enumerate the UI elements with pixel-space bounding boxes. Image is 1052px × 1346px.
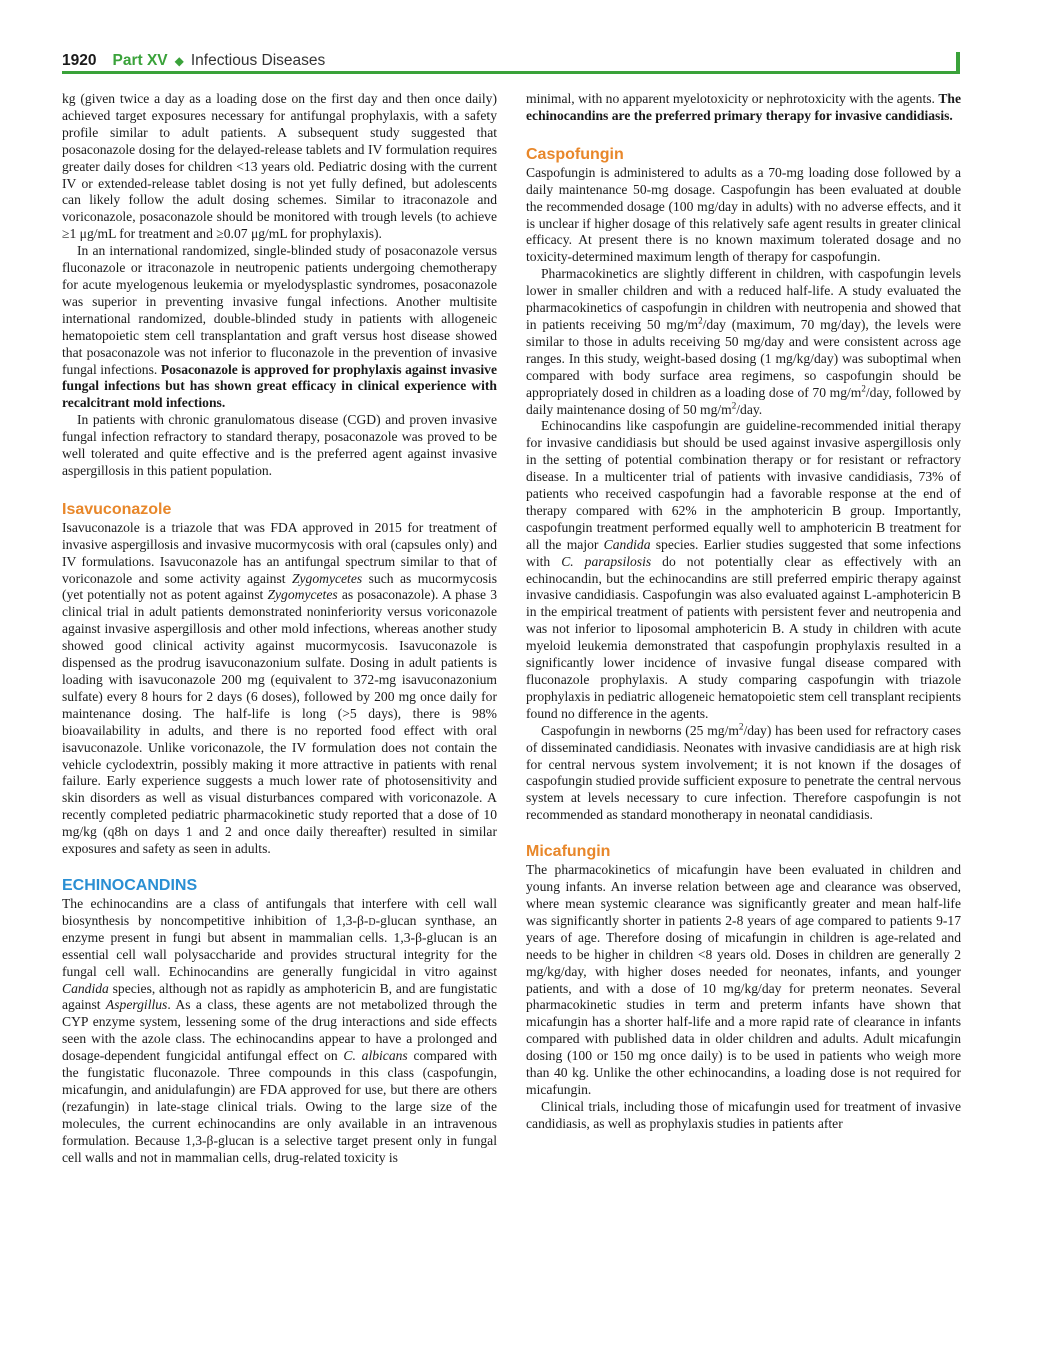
italic-text: C. albicans	[343, 1048, 408, 1064]
italic-text: Candida	[62, 980, 109, 996]
section-heading-echinocandins: ECHINOCANDINS	[62, 876, 198, 894]
paragraph	[526, 723, 961, 824]
text: Echinocandins like caspofungin are guideline-recommended initial therapy for invasive candidiasis but should be used against invasive aspergillosis only in the setting of potential combination therapy or for resistant or refractory disease. In a multicenter trial of patients with invasive candidiasis, 73% of patients who received caspofungin had a favorable response at the end of therapy compared with 62% in the amphotericin B group. Importantly, caspofungin treatment performed equally well to amphotericin B treatment for all the major	[526, 418, 961, 552]
paragraph	[62, 520, 497, 858]
paragraph: The pharmacokinetics of micafungin have been evaluated in children and young infants. An inverse relation between age and clearance was observed, where mean systemic clearance was significantly greater and mean half-life was significantly shorter in patients 2-8 years of age compared to patients 9-17 years of age. Therefore dosing of micafungin in children is age-related and needs to be higher in children <8 years old. Doses in children are generally 2 mg/kg/day, with higher doses needed for neonates, infants, and younger patients, and with a dose of 10 mg/kg/day for preterm neonates. Several pharmacokinetic studies in term and preterm infants have shown that micafungin has a shorter half-life and a more rapid rate of clearance in infants compared with published data in older children and adults. Adult micafungin dosing (100 or 150 mg once daily) is to be used in patients who weigh more than 40 kg. Unlike the other echinocandins, a loading dose is not required for micafungin.	[526, 862, 961, 1097]
paragraph: In patients with chronic granulomatous disease (CGD) and proven invasive fungal infection refractory to standard therapy, posaconazole was proved to be well tolerated and quite effective and is the preferred agent against invasive aspergillosis in this patient population.	[62, 412, 497, 478]
italic-text: C. parapsilosis	[561, 553, 652, 569]
paragraph: Clinical trials, including those of micafungin used for treatment of invasive candidiasis, as well as prophylaxis studies in patients after	[526, 1098, 961, 1131]
text: minimal, with no apparent myelotoxicity or nephrotoxicity with the agents.	[526, 91, 939, 106]
text: -glucan synthase, an enzyme present in fungi but absent in mammalian cells. 1,3-β-glucan is an essential cell wall polysaccharide and provides structural integrity for the fungal cell wall. Echinocandins are generally fungicidal in vitro against	[62, 912, 497, 979]
text: In an international randomized, single-blinded study of posaconazole versus fluconazole or itraconazole in neutropenic patients undergoing chemotherapy for acute myelogenous leukemia or myelodysplastic syndromes, posaconazole was superior in preventing invasive fungal infections. Another multisite international randomized, double-blinded study in patients with allogeneic hematopoietic stem cell transplantation and graft versus host disease showed that posaconazole was not inferior to fluconazole in the prevention of invasive fungal infections.	[62, 243, 497, 377]
small-caps-text: d	[368, 912, 376, 928]
text: /day) has been used for refractory cases of disseminated candidiasis. Neonates with invasive candidiasis are at high risk for central nervous system involvement; it is not known if the dosages of caspofungin studied provide sufficient exposure to penetrate the central nervous system at levels necessary to cure infection. Therefore caspofungin is not recommended as standard monotherapy in neonatal candidiasis.	[526, 722, 961, 823]
section-title: Infectious Diseases	[190, 52, 326, 69]
italic-text: Zygomycetes	[291, 570, 363, 586]
running-header	[62, 50, 960, 72]
text: Pharmacokinetics are slightly different in children, with caspofungin levels lower in smaller children and with a reduced half-life. A study evaluated the pharmacokinetics of caspofungin in children with neutropenia and showed that in patients receiving 50 mg/m	[526, 266, 961, 332]
text: /day.	[736, 401, 763, 417]
superscript: 2	[698, 315, 703, 326]
page-number: 1920	[62, 52, 97, 69]
superscript: 2	[738, 721, 744, 732]
text: Isavuconazole is a triazole that was FDA approved in 2015 for treatment of invasive aspergillosis and invasive mucormycosis with oral (capsules only) and IV formulations. Isavuconazole has an antifungal spectrum similar to that of voriconazole and some activity against	[62, 519, 497, 586]
paragraph	[526, 266, 961, 418]
text: species. Earlier studies suggested that some infections with	[526, 536, 961, 569]
text: compared with the fungistatic fluconazole. Three compounds in this class (caspofungin, micafungin, and anidulafungin) are FDA approved for use, but there are others (rezafungin) in late-stage clinical trials. Owing to the large size of the molecules, the current echinocandins are only available in an intravenous formulation. Because 1,3-β-glucan is a selective target present only in fungal cell walls and not in mammalian cells, drug-related toxicity is	[62, 1048, 497, 1165]
bold-text: The echinocandins are the preferred primary therapy for invasive candidiasis.	[526, 91, 961, 123]
paragraph	[526, 418, 961, 722]
section-heading-caspofungin: Caspofungin	[526, 145, 624, 163]
text: Caspofungin in newborns (25 mg/m	[541, 722, 739, 738]
italic-text: Aspergillus	[105, 997, 168, 1013]
text: such as mucormycosis (yet potentially not as potent against	[62, 570, 497, 603]
bold-text: Posaconazole is approved for prophylaxis against invasive fungal infections but has shown great efficacy in clinical experience with recalcitrant mold infections.	[62, 361, 497, 411]
section-heading-isavuconazole: Isavuconazole	[62, 500, 172, 518]
superscript: 2	[731, 399, 737, 410]
italic-text: Candida	[603, 536, 651, 552]
right-column	[526, 91, 961, 1133]
paragraph: kg (given twice a day as a loading dose on the first day and then once daily) achieved target exposures necessary for antifungal prophylaxis, with a safety profile similar to adult patients. A subsequent study suggested that posaconazole dosing for the delayed-release tablets and IV formulation requires greater daily doses for children <13 years old. Pediatric dosing with the current IV or extended-release tablet dosing is not yet fully defined, but adolescents can likely follow the adult dosing schemes. Similar to itraconazole and voriconazole, posaconazole should be monitored with trough levels (to achieve ≥1 μg/mL for treatment and ≥0.07 μg/mL for prophylaxis).	[62, 91, 497, 242]
text: /day, followed by daily maintenance dosing of 50 mg/m	[526, 384, 962, 417]
section-heading-micafungin: Micafungin	[526, 843, 611, 861]
diamond-icon: ◆	[174, 54, 184, 68]
paragraph	[62, 896, 497, 1167]
paragraph	[526, 91, 961, 125]
paragraph	[62, 243, 497, 412]
text: The echinocandins are a class of antifungals that interfere with cell wall biosynthesis by noncompetitive inhibition of 1,3-β-	[62, 895, 497, 928]
text: . As a class, these agents are not metabolized through the CYP enzyme system, lessening some of the drug interactions and side effects seen with the azole class. The echinocandins appear to have a prolonged and dosage-dependent fungicidal antifungal effect on	[62, 997, 498, 1064]
text: /day (maximum, 70 mg/day), the levels were similar to those in adults receiving 50 mg/day and were consistent across age ranges. In this study, weight-based dosing (1 mg/kg/day) was suboptimal when compared with body surface area regimens, so caspofungin should be appropriately dosed in children as a loading dose of 70 mg/m	[526, 316, 961, 400]
italic-text: Zygomycetes	[267, 587, 338, 603]
text: species, although not as rapidly as amphotericin B, and are fungistatic against	[62, 980, 497, 1013]
paragraph: Caspofungin is administered to adults as a 70-mg loading dose followed by a daily maintenance 50-mg dosage. Caspofungin has been evaluated at double the recommended dosage (100 mg/day in adults) with no adverse effects, and it is unclear if higher dosage of this relatively safe agent results in greater clinical efficacy. At present there is no known maximum tolerated dosage and no toxicity-determined maximum length of therapy for caspofungin.	[526, 164, 961, 265]
text: do not potentially clear as effectively with an echinocandin, but the echinocandins are still preferred empiric therapy against invasive candidiasis. Caspofungin was also evaluated against L-amphotericin B in the empirical treatment of patients with persistent fever and neutropenia and was not inferior to liposomal amphotericin B. A study in children with acute myeloid leukemia demonstrated that caspofungin prophylaxis resulted in a significantly lower incidence of invasive fungal disease compared with fluconazole prophylaxis. A study comparing caspofungin with triazole prophylaxis in pediatric allogeneic hematopoietic stem cell transplant recipients found no difference in the agents.	[526, 553, 961, 721]
header-rule-end	[956, 52, 960, 74]
text: as posaconazole). A phase 3 clinical trial in adult patients demonstrated noninferiority versus voriconazole against invasive aspergillosis and other mold infections, whereas another study showed good clinical activity against mucormycosis. Isavuconazole is dispensed as the prodrug isavuconazonium sulfate. Dosing in adult patients is loading with isavuconazole 200 mg (equivalent to 372-mg isavuconazonium sulfate) every 8 hours for 2 days (6 doses), followed by 200 mg once daily for maintenance dosing. The half-life is long (>5 days), there is 98% bioavailability in adults, and there is no reported food effect with oral isavuconazole. Unlike voriconazole, the IV formulation does not contain the vehicle cyclodextrin, possibly making it more attractive in patients with renal failure. Early experience suggests a much lower rate of photosensitivity and skin disorders as well as visual disturbances compared with voriconazole. A recently completed pediatric pharmacokinetic study reported that a dose of 10 mg/kg (q8h on days 1 and 2 and once daily thereafter) resulted in similar exposures and safety as seen in adults.	[62, 587, 498, 857]
left-column	[62, 91, 497, 1166]
superscript: 2	[861, 383, 866, 394]
part-label: Part XV	[112, 52, 168, 69]
header-rule	[62, 71, 960, 74]
